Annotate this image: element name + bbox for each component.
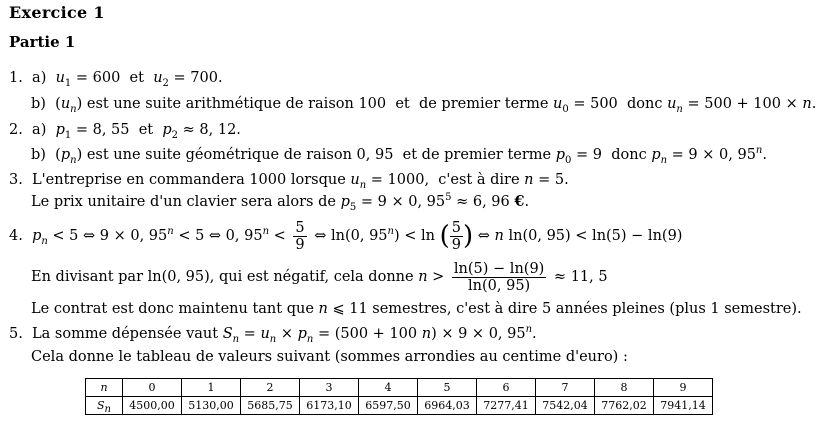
table-header-n: n: [86, 379, 123, 397]
table-cell: 7277,41: [477, 397, 536, 415]
table-cell: 8: [595, 379, 654, 397]
table-cell: 7941,14: [654, 397, 713, 415]
table-row: [86, 379, 713, 397]
table-cell: 5: [418, 379, 477, 397]
table-cell: 1: [182, 379, 241, 397]
item-1b: b) $(u_n)$ est une suite arithmétique de raison 100 et de premier terme $u_0 = 500$ donc $u_n = 500 + 100 \times n$.: [31, 96, 816, 115]
table-header-s: $S_n$: [86, 397, 123, 415]
values-table: [85, 378, 713, 415]
item-4-conclusion: Le contrat est donc maintenu tant que n ⩽ 11 semestres, c'est à dire 5 années pleines (plus 1 semestre).: [31, 301, 802, 317]
item-5: 5. La somme dépensée vaut $S_n = u_n \times p_n = (500 + 100$ n) × 9 × 0, 95$^n$.: [9, 324, 537, 345]
table-cell: 5685,75: [241, 397, 300, 415]
item-4-division: En divisant par ln(0, 95), qui est négatif, cela donne n > $\frac{\ln(5) - \ln(9)}{\ln(0, 95)}$ ≈ 11, 5: [31, 260, 608, 294]
table-cell: 7542,04: [536, 397, 595, 415]
table-cell: 2: [241, 379, 300, 397]
table-cell: 7: [536, 379, 595, 397]
exercise-title: Exercice 1: [9, 3, 105, 22]
table-cell: 4500,00: [123, 397, 182, 415]
table-cell: 9: [654, 379, 713, 397]
table-cell: 3: [300, 379, 359, 397]
item-2b: b) $(p_n)$ est une suite géométrique de raison 0, 95 et de premier terme $p_0 = 9$ donc $p_n = 9 \times 0$, 95$^n$.: [31, 145, 767, 166]
table-row: [86, 397, 713, 415]
table-cell: 7762,02: [595, 397, 654, 415]
item-3: 3. L'entreprise en commandera 1000 lorsque $u_n = 1000$, c'est à dire n = 5.: [9, 172, 569, 191]
table-cell: 6173,10: [300, 397, 359, 415]
item-4: 4. $p_n < 5$ ⇔ 9 × 0, $95^n < 5$ ⇔ 0, $95^n$ < $\frac{5}{9}$ ⇔ ln(0, $95^n) < \ln$ ( $\frac{5}{9}$ ) ⇔ n ln(0, 95) < ln(5) − ln(9): [9, 219, 683, 253]
item-3-price: Le prix unitaire d'un clavier sera alors de $p_5 = 9 \times 0$, $95^5 \approx 6$, 96 €.: [31, 192, 530, 213]
table-cell: 6: [477, 379, 536, 397]
table-cell: 5130,00: [182, 397, 241, 415]
table-cell: 4: [359, 379, 418, 397]
table-cell: 6964,03: [418, 397, 477, 415]
table-cell: 0: [123, 379, 182, 397]
item-2a: 2. a) $p_1 = 8$, 55 et $p_2 \approx 8$, 12.: [9, 122, 241, 141]
part-heading: Partie 1: [9, 33, 76, 51]
item-1a: 1. a) $u_1 = 600$ et $u_2 = 700$.: [9, 70, 223, 89]
item-5-table-intro: Cela donne le tableau de valeurs suivant (sommes arrondies au centime d'euro) :: [31, 349, 628, 365]
table-cell: 6597,50: [359, 397, 418, 415]
